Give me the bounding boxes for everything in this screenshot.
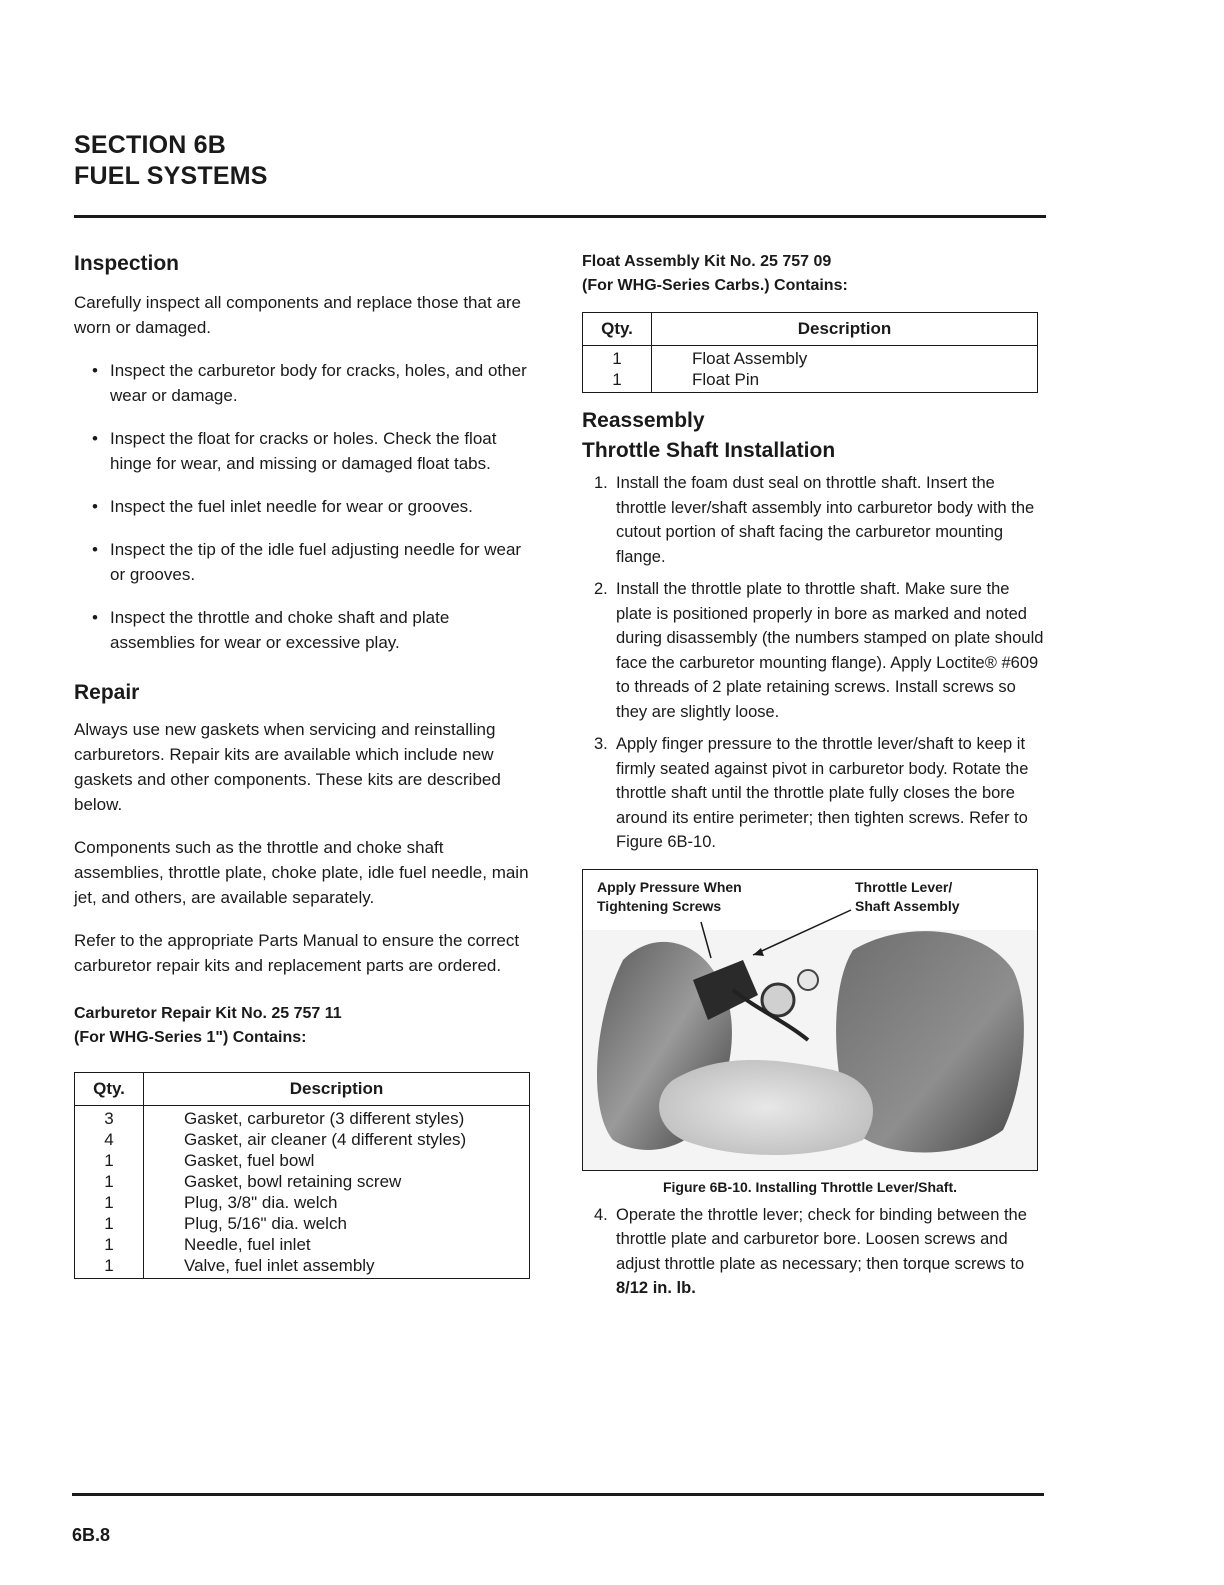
bullet-icon: • <box>92 540 98 559</box>
inspection-item: • Inspect the float for cracks or holes. Check the float hinge for wear, and missing or damaged float tabs. <box>74 426 536 476</box>
throttle-shaft-subheading: Throttle Shaft Installation <box>582 439 836 462</box>
repair-paragraph: Always use new gaskets when servicing and reinstalling carburetors. Repair kits are available which include new gaskets and other components. These kits are described below. <box>74 720 501 814</box>
reassembly-heading: Reassembly <box>582 409 705 432</box>
table-row: 1 Gasket, bowl retaining screw <box>75 1171 530 1192</box>
figure-label-pressure: Apply Pressure When Tightening Screws <box>597 878 742 914</box>
table-row: 1 Valve, fuel inlet assembly <box>75 1255 530 1279</box>
table-row: 1 Float Pin <box>583 369 1038 393</box>
repair-paragraph: Components such as the throttle and choke shaft assemblies, throttle plate, choke plate, idle fuel needle, main jet, and others, are available separately. <box>74 838 529 907</box>
table-row: 1 Needle, fuel inlet <box>75 1234 530 1255</box>
inspection-intro: Carefully inspect all components and replace those that are worn or damaged. <box>74 293 521 337</box>
section-header <box>74 130 268 192</box>
description-header: Description <box>652 313 1038 346</box>
step-item: 1. Install the foam dust seal on throttle shaft. Insert the throttle lever/shaft assembly into carburetor body with the cutout portion of shaft facing the carburetor mounting flange. <box>594 474 1035 566</box>
table-row: 3 Gasket, carburetor (3 different styles) <box>75 1106 530 1130</box>
repair-paragraph: Refer to the appropriate Parts Manual to ensure the correct carburetor repair kits and replacement parts are ordered. <box>74 931 520 975</box>
float-kit-table <box>582 312 1038 393</box>
table-row: 4 Gasket, air cleaner (4 different styles) <box>75 1129 530 1150</box>
repair-kit-table <box>74 1072 530 1279</box>
table-row: 1 Gasket, fuel bowl <box>75 1150 530 1171</box>
left-column <box>74 250 536 1279</box>
table-row: 1 Float Assembly <box>583 346 1038 370</box>
figure-caption: Figure 6B-10. Installing Throttle Lever/Shaft. <box>662 1178 958 1195</box>
bottom-rule <box>72 1493 1044 1496</box>
step-item: 3. Apply finger pressure to the throttle lever/shaft to keep it firmly seated against pivot in carburetor body. Rotate the throttle shaft until the throttle plate fully closes the bore around its entire perimeter; then tighten screws. Refer to Figure 6B-10. <box>594 735 1029 851</box>
description-header: Description <box>144 1073 530 1106</box>
step-item: 2. Install the throttle plate to throttle shaft. Make sure the plate is positioned properly in bore as marked and noted during disassembly (the numbers stamped on plate should face the carburetor mounting flange). Apply Loctite® #609 to threads of 2 plate retaining screws. Install screws so they are slightly loose. <box>594 580 1044 721</box>
inspection-list <box>74 358 536 655</box>
float-kit-title: Float Assembly Kit No. 25 757 09 (For WHG-Series Carbs.) Contains: <box>582 253 848 294</box>
repair-kit-title: Carburetor Repair Kit No. 25 757 11 (For WHG-Series 1") Contains: <box>74 1005 342 1046</box>
repair-heading: Repair <box>74 681 140 704</box>
bullet-icon: • <box>92 497 98 516</box>
bullet-icon: • <box>92 361 98 380</box>
table-row: 1 Plug, 3/8" dia. welch <box>75 1192 530 1213</box>
inspection-item: • Inspect the throttle and choke shaft and plate assemblies for wear or excessive play. <box>74 605 536 655</box>
inspection-item: • Inspect the tip of the idle fuel adjusting needle for wear or grooves. <box>74 537 536 587</box>
qty-header: Qty. <box>583 313 652 346</box>
top-rule <box>74 215 1046 218</box>
figure-6b-10 <box>582 869 1038 1171</box>
section-number: SECTION 6B <box>74 131 227 159</box>
reassembly-steps-continued <box>582 1203 1044 1301</box>
page-number: 6B.8 <box>72 1525 111 1545</box>
qty-header: Qty. <box>75 1073 144 1106</box>
inspection-item: • Inspect the carburetor body for cracks, holes, and other wear or damage. <box>74 358 536 408</box>
section-title: FUEL SYSTEMS <box>74 162 268 190</box>
figure-label-throttle-lever: Throttle Lever/ Shaft Assembly <box>855 878 960 914</box>
inspection-item: • Inspect the fuel inlet needle for wear or grooves. <box>74 494 536 519</box>
table-row: 1 Plug, 5/16" dia. welch <box>75 1213 530 1234</box>
reassembly-steps <box>582 471 1044 855</box>
inspection-heading: Inspection <box>74 252 180 275</box>
bullet-icon: • <box>92 608 98 627</box>
bullet-icon: • <box>92 429 98 448</box>
step-item: 4. Operate the throttle lever; check for binding between the throttle plate and carburetor bore. Loosen screws and adjust throttle plate as necessary; then torque screws to 8/12 in. lb. <box>594 1205 1027 1297</box>
torque-value: 8/12 in. lb. <box>616 1279 696 1297</box>
right-column <box>582 250 1044 1301</box>
